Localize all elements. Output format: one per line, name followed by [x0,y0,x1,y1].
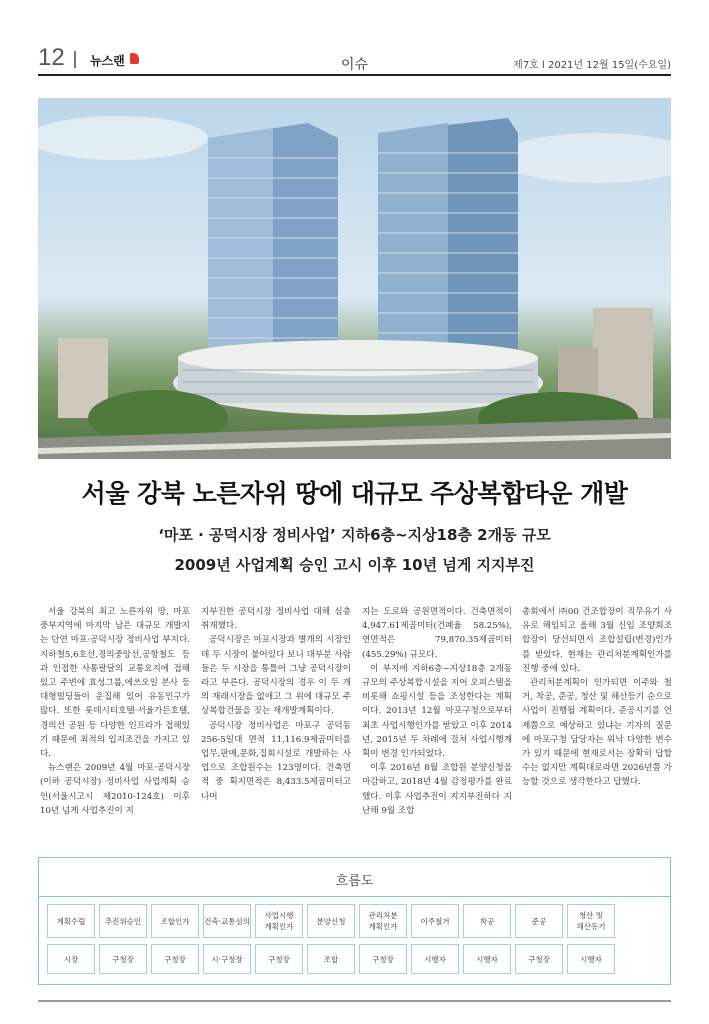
article-column-3 [362,605,512,818]
flow-authority: 시·구청장 [203,944,251,974]
article-column-1 [40,605,190,818]
paragraph: 뉴스랜은 2009년 4월 마포·공덕시장(이하 공덕시장) 정비사업 사업계획 승인(서울시고시 제2010-124호) 이후 10년 넘게 사업추진이 지 [40,763,190,816]
paragraph: 지는 도로와 공원면적이다. 건축면적이 4,947.61제곱미터(건폐율 58.25%), 연면적은 79,870.35제곱미터(455.29%) 규모다. [362,607,512,660]
article-subheadline-1: ‘마포 · 공덕시장 정비사업’ 지하6층~지상18층 2개동 규모 [158,526,551,544]
flow-step: 추진위승인 [99,904,147,938]
flow-authority: 시행자 [411,944,459,974]
paragraph: 공덕시장 정비사업은 마포구 공덕동 256-5일대 면적 11,116.9제곱미터를 업무,판매,문화,집회시설로 개발하는 사업으로 조합원수는 123명이다. 건축면적 중 획지면적은 8,433.5제곱미터고 나머 [201,720,351,802]
flow-authority-row [47,944,615,974]
page-header [38,44,671,78]
paragraph: 지부진한 공덕시장 정비사업 대해 심층 취재했다. [201,607,351,632]
paragraph: 관리처분계획이 인가되면 이주와 철거, 착공, 준공, 청산 및 해산등기 순으로 사업이 진행될 계획이다. 준공시기를 언제쯤으로 예상하고 있냐는 기자의 질문에 마포구청 담당자는 워낙 다양한 변수가 있기 때문에 현재로서는 장확히 답할 수는 없지만 계획대로라면 2026년쯤 가능할 것으로 생각한다고 답했다. [522,678,672,788]
paragraph: 서울 강북의 최고 노른자위 땅, 마포 중부지역에 마지막 남은 대규모 개발지는 단연 마포·공덕시장 정비사업 부지다. 지하철5,6호선,경의중앙선,공항철도 등과 인접한 사통팔달의 교통요지에 접해 있고 주변에 효성그룹,에쓰오일 본사 등 대형빌딩들이 운집해 있어 유동인구가 많다. 또한 롯데시티호텔·서울가든호텔,경의선 공원 등 다양한 인프라가 접해있기 때문에 최적의 입지조건을 가지고 있다. [40,607,190,760]
flow-authority: 구청장 [255,944,303,974]
flow-step: 분양신청 [307,904,355,938]
flow-authority: 구청장 [151,944,199,974]
newspaper-logo: 뉴스랜 [90,54,125,68]
flow-authority: 시행자 [567,944,615,974]
paragraph: 이후 2016년 8월 조합원 분양신청을 마감하고, 2018년 4월 감정평가를 완료했다. 이후 사업추진이 지지부진하다 지난해 9월 조합 [362,763,512,816]
flow-title-rule [39,896,670,897]
header-rule [38,74,671,76]
article-column-2 [201,605,351,804]
flow-title: 흐름도 [335,874,374,889]
flow-step: 계획수립 [47,904,95,938]
paragraph: 이 부지에 지하6층~지상18층 2개동 규모의 주상복합시설을 지어 오피스텔을 비롯해 쇼핑시설 등을 조성한다는 계획이다. 2013년 12월 마포구청으로부터 최초 사업시행인가를 받았고 이후 2014년, 2015년 두 차례에 걸쳐 사업시행계획이 변경 인가되었다. [362,663,512,760]
flow-authority: 시행자 [463,944,511,974]
rendering-illustration [38,98,671,459]
flow-step: 청산 및 해산등기 [567,904,615,938]
page-number: 12 [38,44,65,71]
flow-steps-row [47,904,615,938]
flow-step: 준공 [515,904,563,938]
article-column-4 [522,605,672,790]
flow-authority: 구청장 [359,944,407,974]
flow-step: 건축·교통심의 [203,904,251,938]
flow-step: 이주철거 [411,904,459,938]
flow-authority: 구청장 [515,944,563,974]
issue-date: 제7호 l 2021년 12월 15일(수요일) [513,60,671,71]
flow-step: 조합인가 [151,904,199,938]
building-rendering-image [38,98,671,459]
flow-step: 착공 [463,904,511,938]
flow-authority: 구청장 [99,944,147,974]
article-headline: 서울 강북 노른자위 땅에 대규모 주상복합타운 개발 [81,479,628,508]
section-label: 이슈 [340,57,369,73]
flow-authority: 조합 [307,944,355,974]
paragraph: 총회에서 ㈜00 건조합장이 직무유기 사유로 해임되고 올해 3월 신임 조양희조합장이 당선되면서 조합설립(변경)인가를 받았다. 현재는 관리처분계획인가를 진행 중에 있다. [522,607,672,674]
flow-step: 관리처분 계획인가 [359,904,407,938]
article-body [40,605,672,845]
article-subheadline-2: 2009년 사업계획 승인 고시 이후 10년 넘게 지지부진 [174,556,535,574]
paragraph: 공덕시장은 마포시장과 별개의 시장인데 두 시장이 붙어있다 보니 대부분 사람들은 두 시장을 통틀어 그냥 공덕시장이라고 부른다. 공덕시장의 경우 이 두 개의 재래시장을 없애고 그 위에 대규모 주상복합건물을 짓는 재개발계획이다. [201,635,351,717]
flow-step: 사업시행 계획인가 [255,904,303,938]
footer-rule [38,1000,671,1002]
process-flow-box [38,857,671,985]
flow-authority: 시장 [47,944,95,974]
